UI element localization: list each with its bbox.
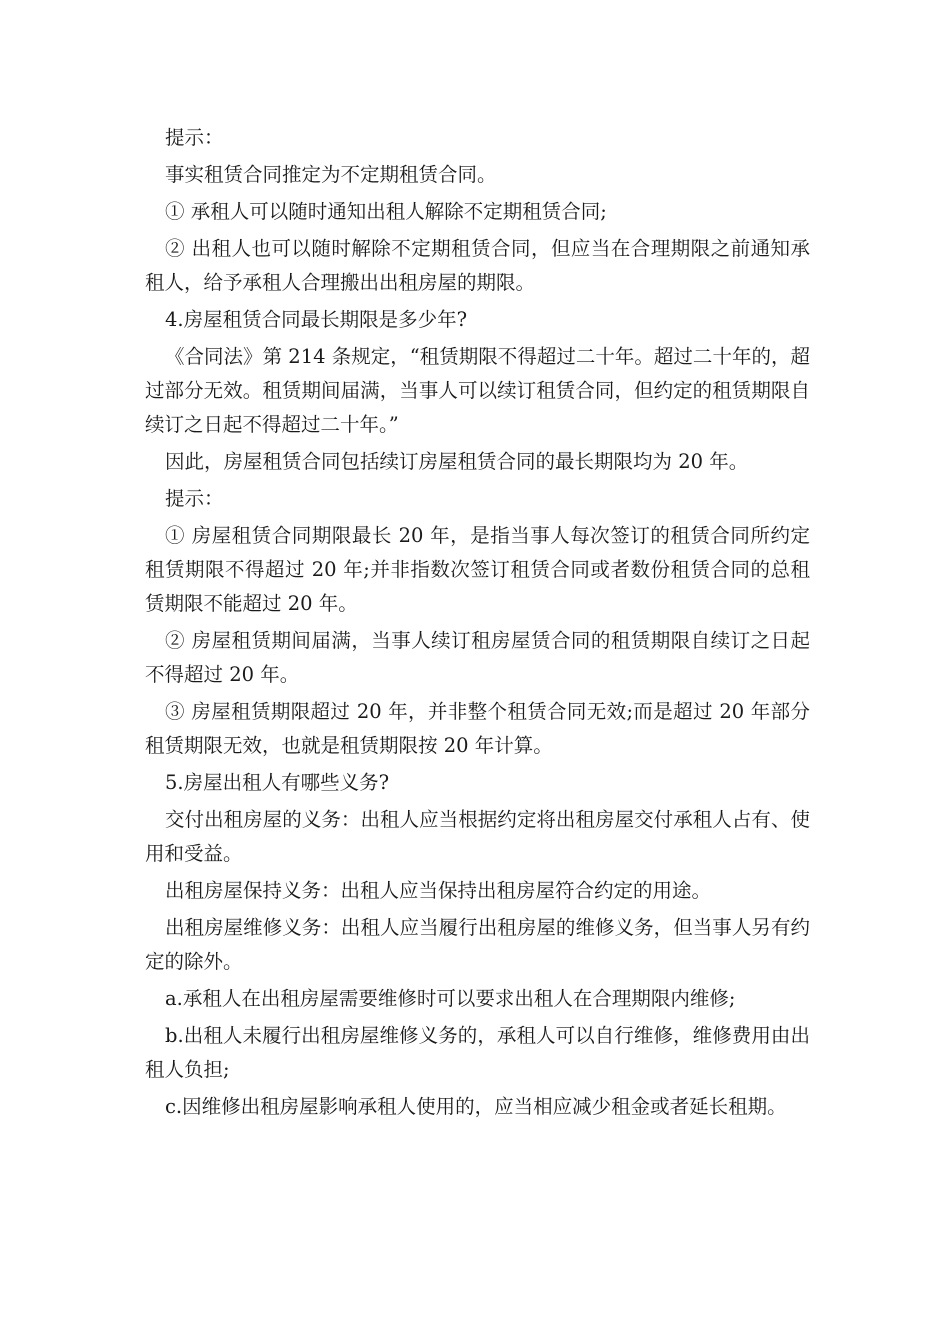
list-item: b.出租人未履行出租房屋维修义务的，承租人可以自行维修，维修费用由出租人负担; (145, 1024, 810, 1081)
document-body (145, 121, 810, 1127)
list-item: ③ 房屋租赁期限超过 20 年，并非整个租赁合同无效;而是超过 20 年部分租赁期限无效，也就是租赁期限按 20 年计算。 (145, 700, 810, 757)
list-item: ① 承租人可以随时通知出租人解除不定期租赁合同; (165, 200, 607, 223)
list-item: ② 出租人也可以随时解除不定期租赁合同，但应当在合理期限之前通知承租人，给予承租人合理搬出出租房屋的期限。 (145, 237, 810, 294)
list-item: a.承租人在出租房屋需要维修时可以要求出租人在合理期限内维修; (165, 987, 736, 1010)
list-item: ② 房屋租赁期间届满，当事人续订租房屋赁合同的租赁期限自续订之日起不得超过 20 年。 (145, 629, 810, 686)
list-item: c.因维修出租房屋影响承租人使用的，应当相应减少租金或者延长租期。 (165, 1095, 787, 1118)
note-heading: 提示： (165, 126, 224, 149)
paragraph: 出租房屋维修义务：出租人应当履行出租房屋的维修义务，但当事人另有约定的除外。 (145, 916, 810, 973)
paragraph: 出租房屋保持义务：出租人应当保持出租房屋符合约定的用途。 (165, 879, 712, 902)
list-item: ① 房屋租赁合同期限最长 20 年，是指当事人每次签订的租赁合同所约定租赁期限不得超过 20 年;并非指数次签订租赁合同或者数份租赁合同的总租赁期限不能超过 20 年。 (145, 524, 810, 615)
paragraph: 因此，房屋租赁合同包括续订房屋租赁合同的最长期限均为 20 年。 (165, 450, 749, 473)
paragraph: 事实租赁合同推定为不定期租赁合同。 (165, 163, 497, 186)
section-heading: 5.房屋出租人有哪些义务? (165, 771, 390, 794)
section-heading: 4.房屋租赁合同最长期限是多少年? (165, 308, 468, 331)
paragraph: 《合同法》第 214 条规定，“租赁期限不得超过二十年。超过二十年的，超过部分无效。租赁期间届满，当事人可以续订租赁合同，但约定的租赁期限自续订之日起不得超过二十年。” (145, 345, 810, 436)
note-heading: 提示： (165, 487, 224, 510)
paragraph: 交付出租房屋的义务：出租人应当根据约定将出租房屋交付承租人占有、使用和受益。 (145, 808, 810, 865)
